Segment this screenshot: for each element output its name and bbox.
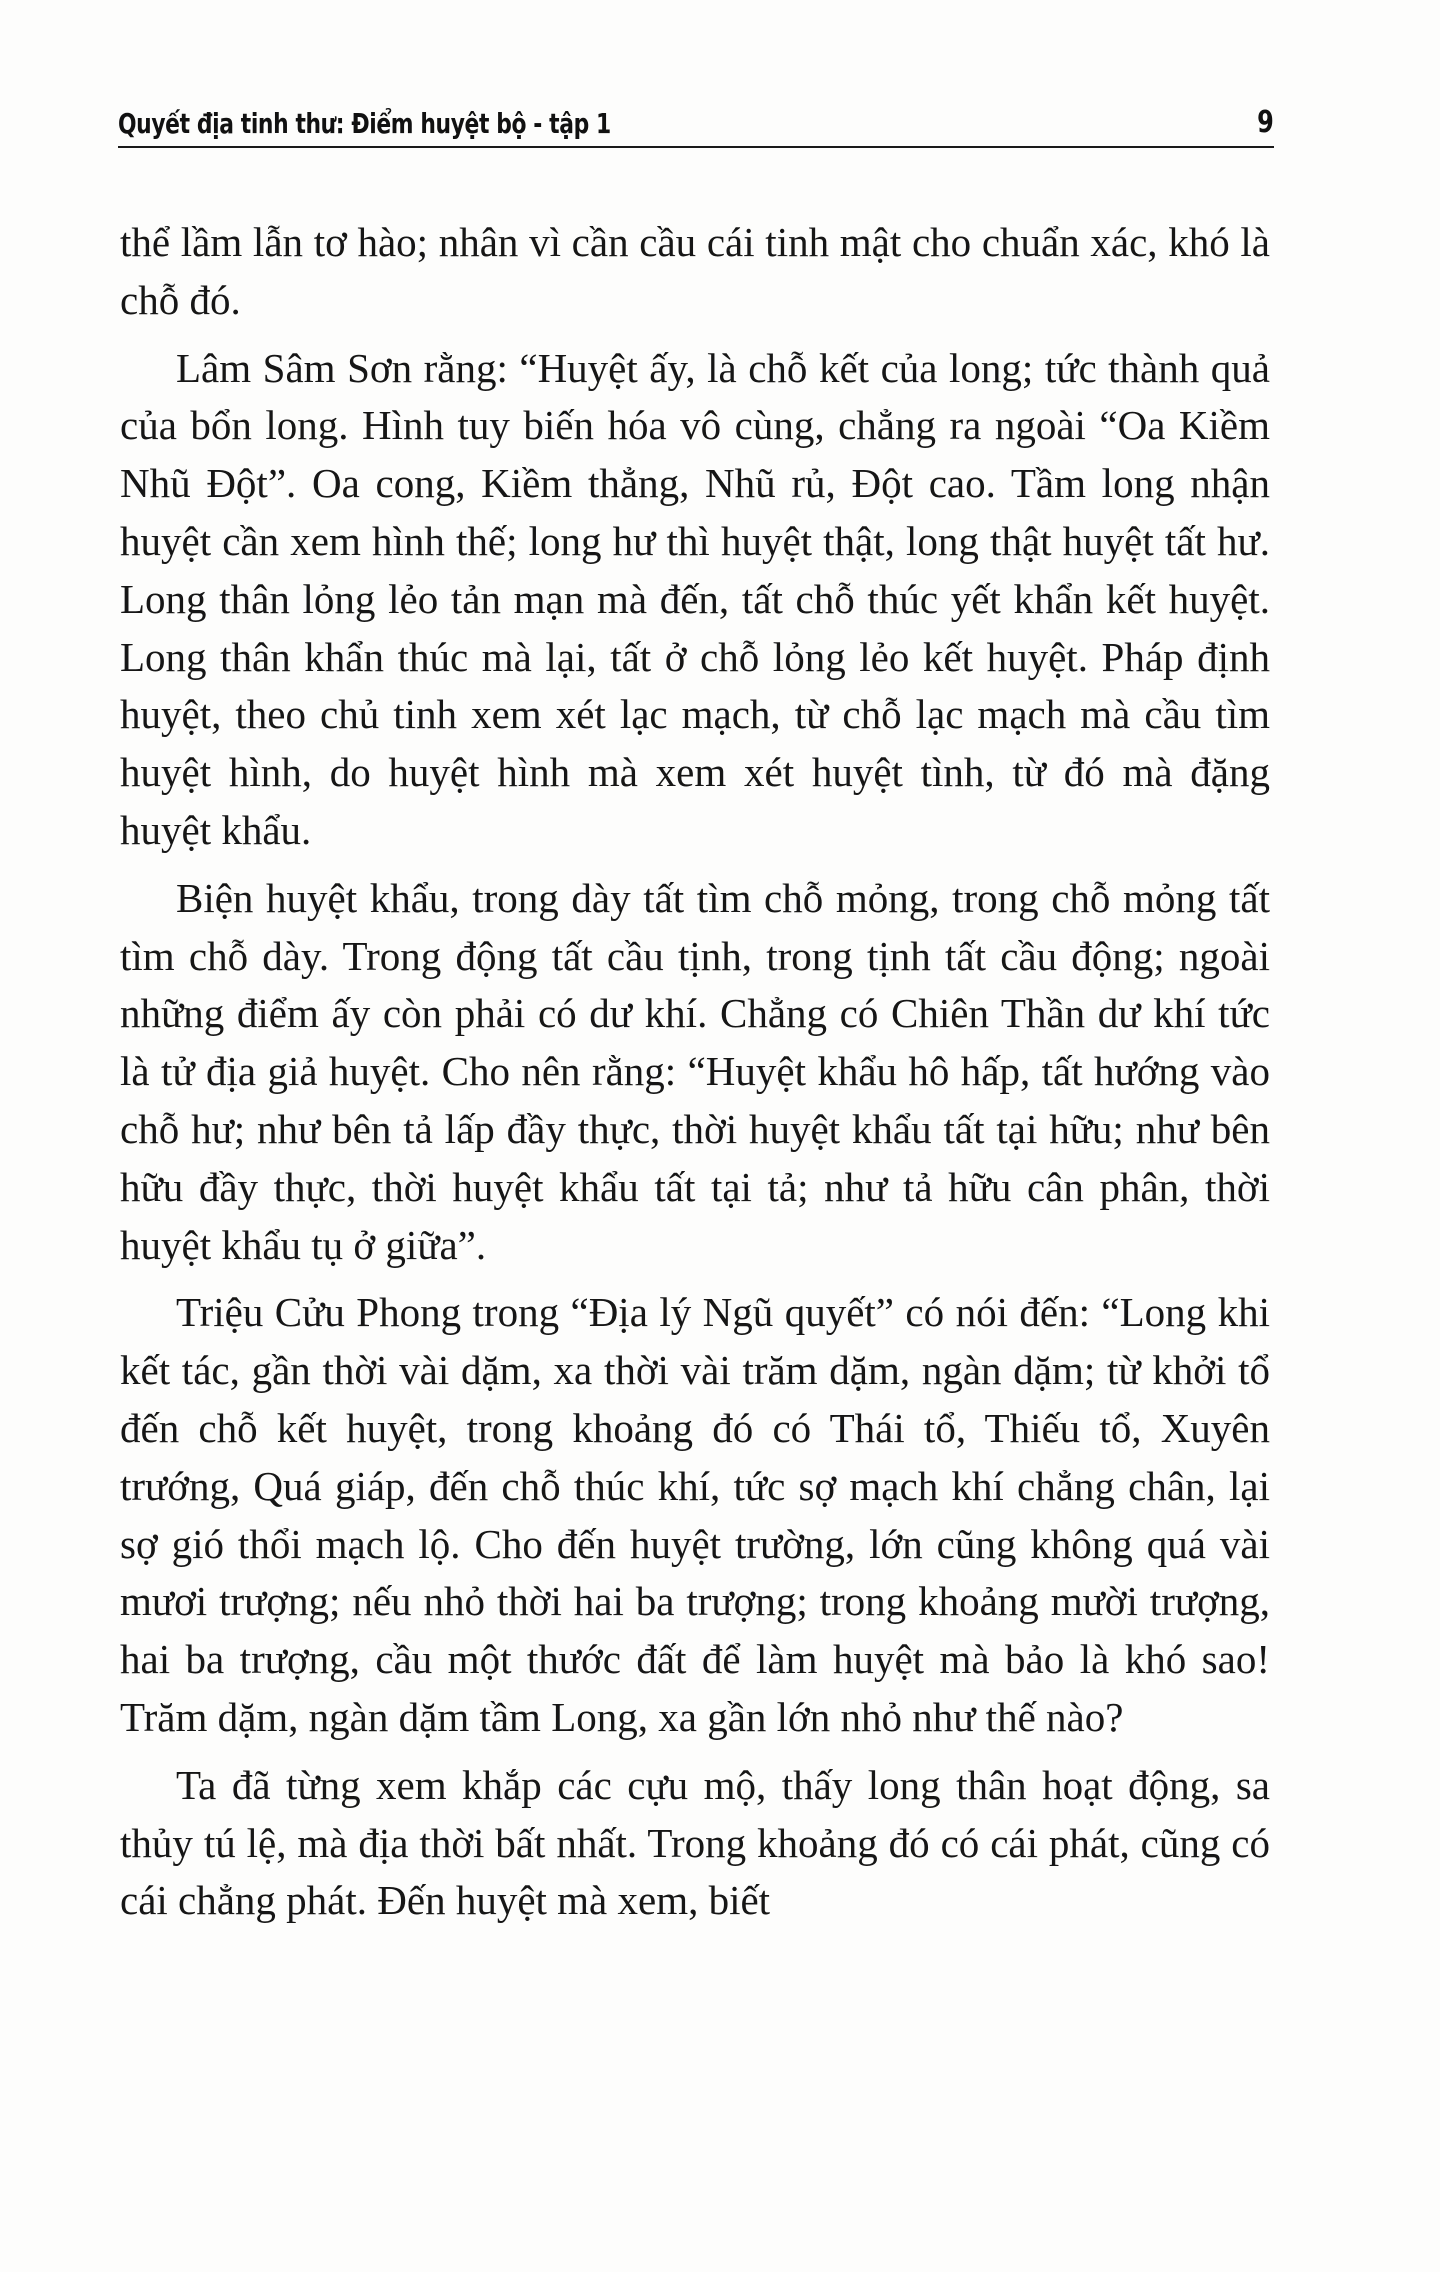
running-header xyxy=(118,92,1274,148)
paragraph-lam-sam-son: Lâm Sâm Sơn rằng: “Huyệt ấy, là chỗ kết của long; tức thành quả của bổn long. Hình tuy biến hóa vô cùng, chẳng ra ngoài “Oa Kiềm Nhũ Đột”. Oa cong, Kiềm thẳng, Nhũ rủ, Đột cao. Tầm long nhận huyệt cần xem hình thế; long hư thì huyệt thật, long thật huyệt tất hư. Long thân lỏng lẻo tản mạn mà đến, tất chỗ thúc yết khẩn kết huyệt. Long thân khẩn thúc mà lại, tất ở chỗ lỏng lẻo kết huyệt. Pháp định huyệt, theo chủ tinh xem xét lạc mạch, từ chỗ lạc mạch mà cầu tìm huyệt hình, do huyệt hình mà xem xét huyệt tình, từ đó mà đặng huyệt khẩu. xyxy=(120,344,1270,853)
paragraph-cuu-mo: Ta đã từng xem khắp các cựu mộ, thấy long thân hoạt động, sa thủy tú lệ, mà địa thời bất nhất. Trong khoảng đó có cái phát, cũng có cái chẳng phát. Đến huyệt mà xem, biết xyxy=(120,1761,1270,1924)
body-text xyxy=(120,214,1270,1940)
paragraph-bien-huyet-khau: Biện huyệt khẩu, trong dày tất tìm chỗ mỏng, trong chỗ mỏng tất tìm chỗ dày. Trong động tất cầu tịnh, trong tịnh tất cầu động; ngoài những điểm ấy còn phải có dư khí. Chẳng có Chiên Thần dư khí tức là tử địa giả huyệt. Cho nên rằng: “Huyệt khẩu hô hấp, tất hướng vào chỗ hư; như bên tả lấp đầy thực, thời huyệt khẩu tất tại hữu; như bên hữu đầy thực, thời huyệt khẩu tất tại tả; như tả hữu cân phân, thời huyệt khẩu tụ ở giữa”. xyxy=(120,874,1270,1268)
paragraph-continuation: thể lầm lẫn tơ hào; nhân vì cần cầu cái tinh mật cho chuẩn xác, khó là chỗ đó. xyxy=(120,219,1270,323)
page-number: 9 xyxy=(1257,105,1274,140)
header-title: Quyết địa tinh thư: Điểm huyệt bộ - tập 1 xyxy=(118,107,611,140)
paragraph-trieu-cuu-phong: Triệu Cửu Phong trong “Địa lý Ngũ quyết” có nói đến: “Long khi kết tác, gần thời vài dặm, xa thời vài trăm dặm, ngàn dặm; từ khởi tổ đến chỗ kết huyệt, trong khoảng đó có Thái tổ, Thiếu tổ, Xuyên trướng, Quá giáp, đến chỗ thúc khí, tức sợ mạch khí chẳng chân, lại sợ gió thổi mạch lộ. Cho đến huyệt trường, lớn cũng không quá vài mươi trượng; nếu nhỏ thời hai ba trượng; trong khoảng mười trượng, hai ba trượng, cầu một thước đất để làm huyệt mà bảo là khó sao! Trăm dặm, ngàn dặm tầm Long, xa gần lớn nhỏ như thế nào? xyxy=(120,1289,1270,1740)
